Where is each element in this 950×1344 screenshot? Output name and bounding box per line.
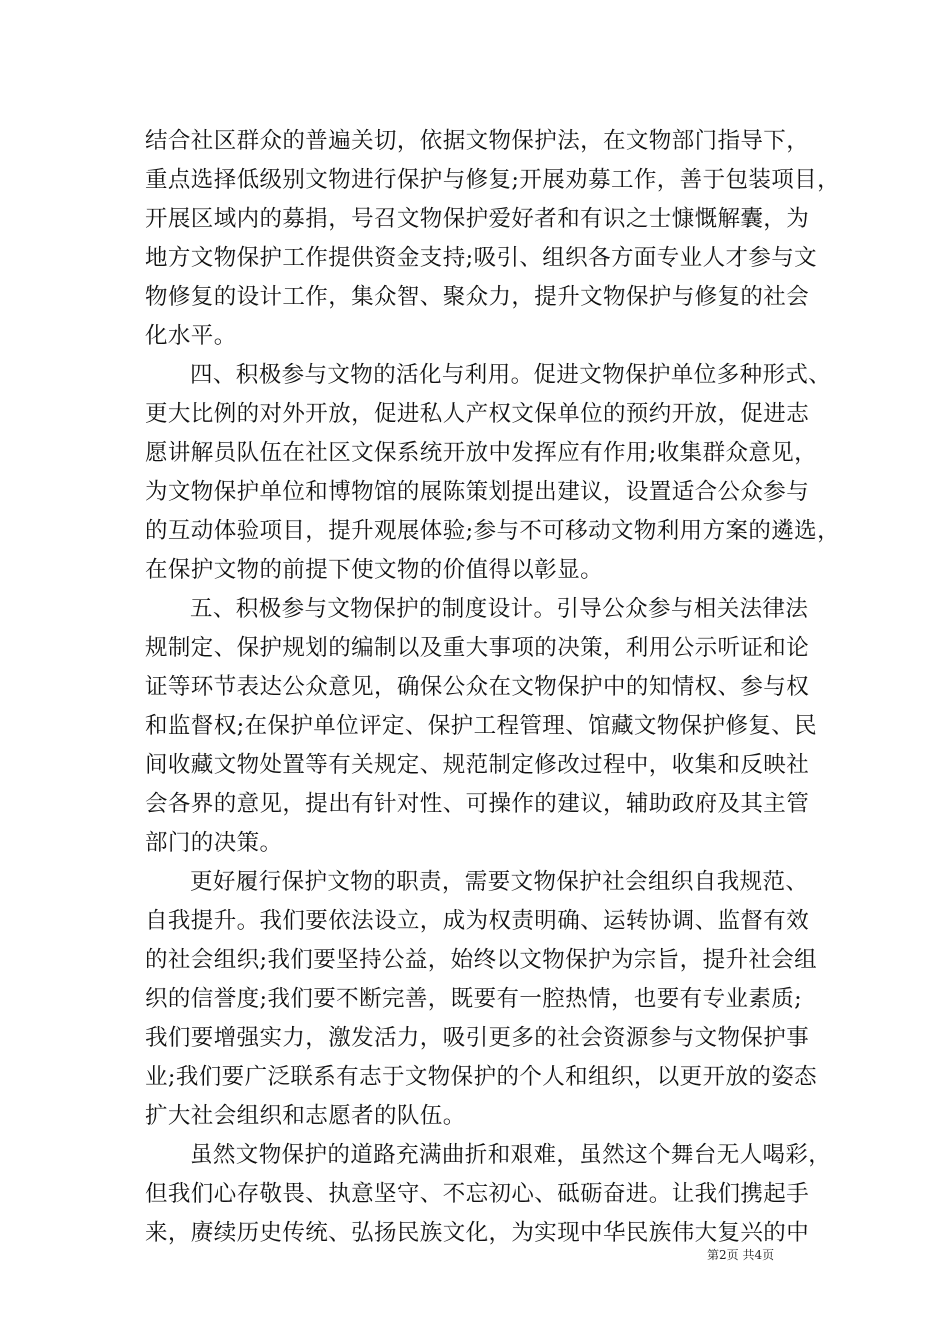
text-line: 的社会组织;我们要坚持公益，始终以文物保护为宗旨，提升社会组 (145, 947, 818, 973)
text-line: 在保护文物的前提下使文物的价值得以彰显。 (145, 557, 604, 583)
text-line: 和监督权;在保护单位评定、保护工程管理、馆藏文物保护修复、民 (145, 713, 818, 739)
text-line: 化水平。 (145, 323, 237, 349)
text-line: 织的信誉度;我们要不断完善，既要有一腔热情，也要有专业素质; (145, 986, 803, 1012)
text-line: 愿讲解员队伍在社区文保系统开放中发挥应有作用;收集群众意见， (145, 440, 818, 466)
text-line: 结合社区群众的普遍关切，依据文物保护法，在文物部门指导下， (145, 128, 810, 154)
text-line: 物修复的设计工作，集众智、聚众力，提升文物保护与修复的社会 (145, 284, 810, 310)
text-line: 来，赓续历史传统、弘扬民族文化，为实现中华民族伟大复兴的中 (145, 1220, 810, 1246)
text-line: 间收藏文物处置等有关规定、规范制定修改过程中，收集和反映社 (145, 752, 810, 778)
text-line: 重点选择低级别文物进行保护与修复;开展劝募工作，善于包装项目， (145, 167, 840, 193)
text-line: 部门的决策。 (145, 830, 283, 856)
text-line: 自我提升。我们要依法设立，成为权责明确、运转协调、监督有效 (145, 908, 810, 934)
text-line: 为文物保护单位和博物馆的展陈策划提出建议，设置适合公众参与 (145, 479, 810, 505)
text-line: 证等环节表达公众意见，确保公众在文物保护中的知情权、参与权 (145, 674, 810, 700)
paragraph-first-line: 虽然文物保护的道路充满曲折和艰难，虽然这个舞台无人喝彩， (190, 1142, 832, 1168)
text-line: 开展区域内的募捐，号召文物保护爱好者和有识之士慷慨解囊，为 (145, 206, 810, 232)
text-line: 扩大社会组织和志愿者的队伍。 (145, 1103, 466, 1129)
text-line: 但我们心存敬畏、执意坚守、不忘初心、砥砺奋进。让我们携起手 (145, 1181, 810, 1207)
text-line: 业;我们要广泛联系有志于文物保护的个人和组织，以更开放的姿态 (145, 1064, 818, 1090)
paragraph-first-line: 五、积极参与文物保护的制度设计。引导公众参与相关法律法 (190, 596, 809, 622)
body-text (145, 122, 840, 1253)
paragraph-first-line: 更好履行保护文物的职责，需要文物保护社会组织自我规范、 (190, 869, 809, 895)
text-line: 更大比例的对外开放，促进私人产权文保单位的预约开放，促进志 (145, 401, 810, 427)
page-number: 第2页 共4页 (707, 1248, 775, 1262)
text-line: 地方文物保护工作提供资金支持;吸引、组织各方面专业人才参与文 (145, 245, 818, 271)
text-line: 规制定、保护规划的编制以及重大事项的决策，利用公示听证和论 (145, 635, 810, 661)
paragraph-first-line: 四、积极参与文物的活化与利用。促进文物保护单位多种形式、 (190, 362, 832, 388)
text-line: 的互动体验项目，提升观展体验;参与不可移动文物利用方案的遴选， (145, 518, 840, 544)
text-line: 会各界的意见，提出有针对性、可操作的建议，辅助政府及其主管 (145, 791, 810, 817)
text-line: 我们要增强实力，激发活力，吸引更多的社会资源参与文物保护事 (145, 1025, 810, 1051)
